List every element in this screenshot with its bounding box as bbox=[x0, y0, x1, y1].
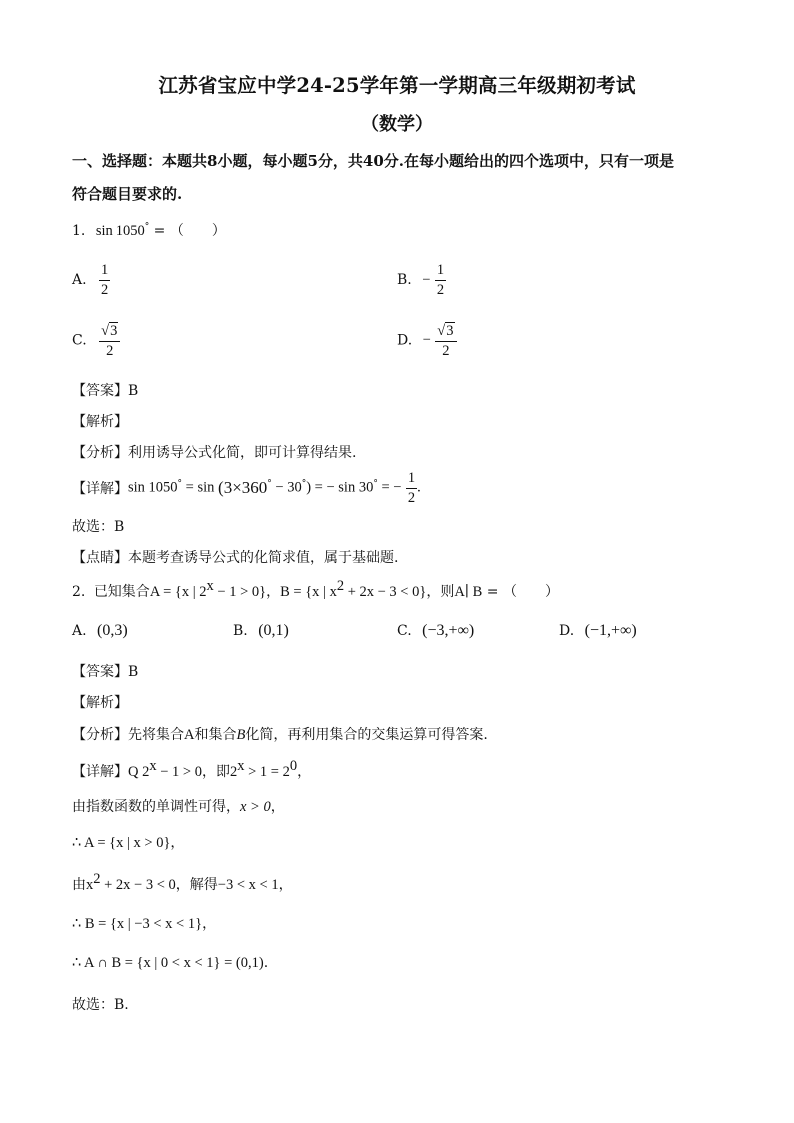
option-value: (0,1) bbox=[258, 622, 289, 639]
degree-sign: ° bbox=[177, 479, 183, 490]
q2-option-c bbox=[397, 622, 474, 640]
fraction bbox=[435, 322, 456, 359]
expr-d: − 30 bbox=[271, 479, 302, 496]
minus-sign: − bbox=[422, 271, 431, 288]
option-label: A. bbox=[72, 623, 87, 639]
stem-post: ，则 bbox=[426, 584, 455, 600]
l4-d: ，解得 bbox=[175, 877, 218, 893]
option-label: D. bbox=[559, 623, 575, 639]
option-value: (0,3) bbox=[97, 622, 128, 639]
numerator: 1 bbox=[435, 262, 446, 281]
option-label: D. bbox=[397, 332, 413, 349]
section-heading-line2: 符合题目要求的. bbox=[72, 185, 183, 203]
option-value: (−1,+∞) bbox=[584, 622, 637, 639]
l2-c: ， bbox=[270, 799, 285, 815]
numerator: √3 bbox=[99, 322, 120, 342]
fraction bbox=[99, 322, 120, 359]
q1-option-d bbox=[397, 322, 457, 359]
l5-tail: ， bbox=[202, 916, 217, 932]
l1-d: 2 bbox=[229, 764, 238, 780]
exponent: x bbox=[206, 578, 214, 594]
exponent: 0 bbox=[289, 758, 298, 774]
l1-f: ， bbox=[297, 764, 312, 780]
q2-xiangjie-line6 bbox=[72, 955, 268, 972]
q1-dianjing: 【点睛】本题考查诱导公式的化简求值，属于基础题. bbox=[72, 550, 399, 566]
denominator: 2 bbox=[101, 281, 109, 298]
q2-xiangjie-line2 bbox=[72, 796, 285, 816]
fraction bbox=[99, 262, 110, 298]
q2-option-b bbox=[233, 622, 289, 640]
xiangjie-tag: 【详解】 bbox=[72, 764, 128, 780]
q2-option-d bbox=[559, 622, 637, 640]
l6-tail: . bbox=[263, 955, 269, 971]
exponent: 2 bbox=[93, 871, 101, 887]
exponent: 2 bbox=[336, 578, 345, 594]
set-name-b: B bbox=[236, 727, 246, 743]
set-a: A = {x | 2 bbox=[149, 584, 207, 600]
option-label: C. bbox=[397, 623, 412, 639]
fenxi-c: 化简，再利用集合的交集运算可得答案. bbox=[245, 727, 488, 743]
expr-b: = sin bbox=[182, 479, 219, 496]
l4-b: x bbox=[86, 877, 94, 893]
expr-a: sin 1050 bbox=[128, 479, 178, 496]
q1-xiangjie: 【详解】sin 1050° = sin (3×360° − 30°) = − sin 30° = − $\frac{1}{2}$ . bbox=[72, 470, 421, 506]
q1-fenxi: 【分析】利用诱导公式化简，即可计算得结果. bbox=[72, 445, 357, 461]
intersection: A∣ B bbox=[454, 584, 483, 600]
set-name-a: A bbox=[184, 727, 195, 743]
exponent: x bbox=[149, 758, 157, 774]
option-value: (−3,+∞) bbox=[422, 622, 475, 639]
question-2-stem bbox=[72, 578, 559, 601]
l4-f: ， bbox=[278, 877, 293, 893]
l4-a: 由 bbox=[72, 877, 86, 893]
question-number: 1. bbox=[72, 223, 86, 239]
q2-guxuan: 故选：B. bbox=[72, 997, 129, 1013]
stem-func: sin bbox=[95, 223, 113, 239]
question-number: 2. bbox=[72, 584, 86, 600]
q2-xiangjie-line5 bbox=[72, 913, 216, 933]
q1-answer: 【答案】B bbox=[72, 383, 139, 399]
radicand: 3 bbox=[446, 323, 454, 339]
q2-xiangjie-line4 bbox=[72, 871, 293, 894]
stem-pre: 已知集合 bbox=[93, 584, 150, 600]
degree-sign: ° bbox=[301, 479, 307, 490]
question-1-stem bbox=[72, 220, 226, 240]
l3: ∴ A = {x | x > 0} bbox=[72, 835, 171, 851]
page-title: 江苏省宝应中学24-25学年第一学期高三年级期初考试 bbox=[158, 74, 636, 97]
page-subtitle: （数学） bbox=[361, 114, 433, 135]
expr-c: (3×360 bbox=[218, 478, 268, 498]
denominator: 2 bbox=[106, 342, 114, 359]
stem-tail: = （ ） bbox=[149, 223, 226, 239]
q2-answer: 【答案】B bbox=[72, 664, 139, 680]
l5: ∴ B = {x | −3 < x < 1} bbox=[72, 916, 203, 932]
denominator: 2 bbox=[407, 489, 416, 506]
comma: ， bbox=[266, 584, 281, 600]
degree-sign: ° bbox=[144, 222, 150, 232]
q1-option-c bbox=[72, 322, 120, 359]
l4-e: −3 < x < 1 bbox=[217, 877, 279, 893]
degree-sign: ° bbox=[373, 479, 378, 490]
l4-c: + 2x − 3 < 0 bbox=[100, 877, 176, 893]
q1-option-b bbox=[397, 262, 446, 298]
l3-tail: ， bbox=[170, 835, 185, 851]
fenxi-b: 和集合 bbox=[194, 727, 237, 743]
stem-value: 1050 bbox=[115, 223, 145, 239]
q2-fenxi bbox=[72, 724, 488, 744]
q2-xiangjie-line3 bbox=[72, 832, 184, 852]
fraction bbox=[435, 262, 446, 298]
numerator: 1 bbox=[406, 470, 417, 489]
l1-c: ，即 bbox=[201, 764, 230, 780]
fraction bbox=[406, 470, 417, 506]
option-label: B. bbox=[233, 623, 248, 639]
minus-sign: − bbox=[422, 332, 431, 349]
section-heading-line1: 一、选择题：本题共8小题，每小题5分，共40分.在每小题给出的四个选项中，只有一项是 bbox=[72, 152, 674, 170]
radicand: 3 bbox=[110, 323, 118, 339]
l1-e: > 1 = 2 bbox=[244, 764, 290, 780]
fenxi-a: 【分析】先将集合 bbox=[72, 727, 184, 743]
l2-a: 由指数函数的单调性可得， bbox=[72, 799, 240, 815]
exponent: x bbox=[237, 758, 245, 774]
set-b: B = {x | x bbox=[280, 584, 337, 600]
numerator: 1 bbox=[99, 262, 110, 281]
l2-b: x > 0 bbox=[240, 799, 271, 815]
degree-sign: ° bbox=[267, 479, 272, 490]
denominator: 2 bbox=[436, 281, 445, 298]
q2-option-a bbox=[72, 622, 128, 640]
option-label: B. bbox=[397, 272, 412, 289]
l1-a: Q 2 bbox=[128, 764, 150, 780]
q2-xiangjie-line1 bbox=[72, 758, 312, 781]
expr-f: = − bbox=[377, 479, 402, 496]
denominator: 2 bbox=[442, 342, 450, 359]
numerator: √3 bbox=[435, 322, 456, 342]
expr-e: ) = − sin 30 bbox=[306, 479, 374, 496]
l6: ∴ A ∩ B = {x | 0 < x < 1} = (0,1) bbox=[72, 955, 264, 971]
set-b-tail: + 2x − 3 < 0} bbox=[344, 584, 427, 600]
option-label: C. bbox=[72, 332, 87, 349]
q1-option-a bbox=[72, 262, 110, 298]
l1-b: − 1 > 0 bbox=[156, 764, 202, 780]
q1-guxuan: 故选：B bbox=[72, 519, 125, 535]
xiangjie-tag: 【详解】 bbox=[72, 481, 128, 498]
option-label: A. bbox=[72, 272, 87, 289]
q2-analysis-tag: 【解析】 bbox=[72, 695, 128, 711]
stem-end: = （ ） bbox=[482, 584, 559, 600]
set-a-tail: − 1 > 0} bbox=[213, 584, 267, 600]
q1-analysis-tag: 【解析】 bbox=[72, 414, 128, 430]
